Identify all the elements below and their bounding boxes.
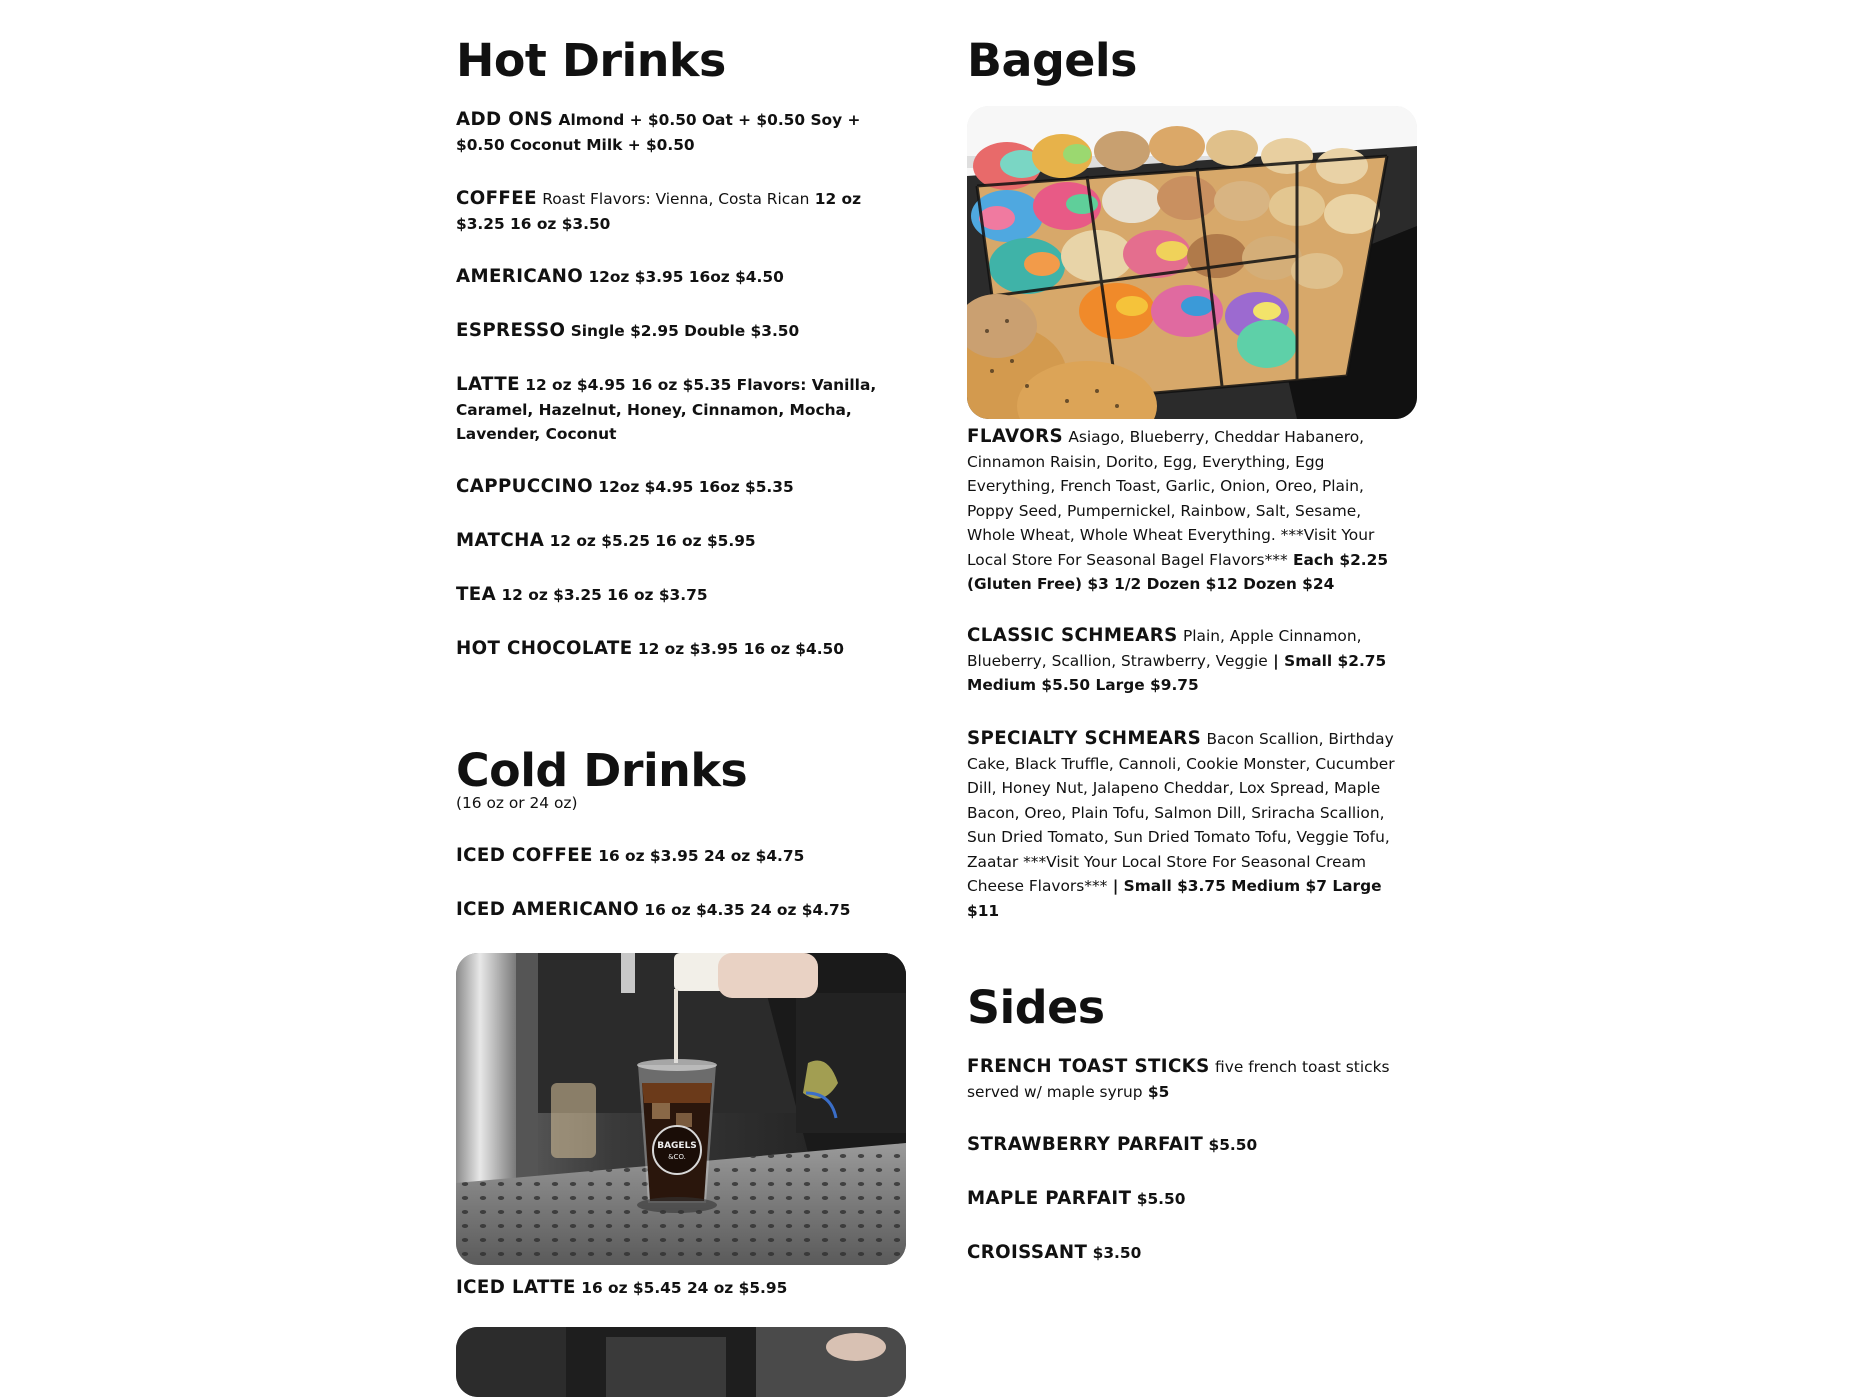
menu-item-iced-coffee [456,844,804,869]
item-name: COFFEE [456,188,537,209]
item-name: CAPPUCCINO [456,476,593,497]
iced-coffee-photo-illustration [456,953,906,1265]
menu-item-iced-americano [456,898,850,923]
menu-item-bagel-flavors [967,425,1412,597]
item-name: SPECIALTY SCHMEARS [967,728,1202,749]
item-name: FRENCH TOAST STICKS [967,1056,1210,1077]
item-name: STRAWBERRY PARFAIT [967,1134,1204,1155]
item-price: | Small $3.75 Medium $7 Large $11 [967,877,1382,920]
item-price: | Small $2.75 Medium $5.50 Large $9.75 [967,651,1387,694]
item-name: TEA [456,584,497,605]
menu-item-specialty-schmears [967,727,1417,923]
item-price: $5.50 [1136,1190,1186,1208]
menu-item-hot-chocolate [456,637,844,662]
item-name: FLAVORS [967,426,1063,447]
menu-item-french-toast-sticks [967,1055,1407,1104]
item-name: ICED LATTE [456,1277,576,1298]
item-name: ICED COFFEE [456,845,593,866]
item-price: 12 oz $5.25 16 oz $5.95 [549,532,756,550]
item-name: LATTE [456,374,520,395]
item-name: ADD ONS [456,109,554,130]
item-name: HOT CHOCOLATE [456,638,633,659]
cold-drinks-subtitle: (16 oz or 24 oz) [456,794,578,812]
bagels-heading: Bagels [967,34,1137,87]
hot-drinks-heading: Hot Drinks [456,34,726,87]
sides-heading: Sides [967,981,1105,1034]
item-price: 16 oz $5.45 24 oz $5.95 [581,1279,788,1297]
menu-item-tea [456,583,708,608]
item-description: Plain, Apple Cinnamon, Blueberry, Scallion, Strawberry, Veggie [967,627,1362,670]
item-price: 12 oz $3.25 16 oz $3.50 [456,190,862,233]
item-price: 16 oz $4.35 24 oz $4.75 [644,901,851,919]
item-name: MAPLE PARFAIT [967,1188,1132,1209]
cup-logo-line1: BAGELS [657,1141,697,1151]
item-price: 12 oz $4.95 16 oz $5.35 Flavors: Vanilla, Caramel, Hazelnut, Honey, Cinnamon, Mocha, Lavender, Coconut [456,376,877,443]
item-price: 16 oz $3.95 24 oz $4.75 [598,847,805,865]
item-name: CROISSANT [967,1242,1088,1263]
item-description: five french toast sticks served w/ maple syrup [967,1058,1390,1101]
item-name: AMERICANO [456,266,584,287]
item-price: Almond + $0.50 Oat + $0.50 Soy + $0.50 Coconut Milk + $0.50 [456,111,861,154]
drink-photo-partial [456,1327,906,1397]
item-price: Each $2.25 (Gluten Free) $3 1/2 Dozen $12 Dozen $24 [967,550,1389,593]
menu-item-latte [456,373,906,447]
menu-item-add-ons [456,108,906,157]
menu-item-strawberry-parfait [967,1133,1257,1158]
item-description: Asiago, Blueberry, Cheddar Habanero, Cinnamon Raisin, Dorito, Egg, Everything, Egg Everything, French Toast, Garlic, Onion, Oreo, Plain, Poppy Seed, Pumpernickel, Rainbow, Salt, Sesame, Whole Wheat, Whole Wheat Everything. ***Visit Your Local Store For Seasonal Bagel Flavors*** [967,428,1375,569]
item-name: ICED AMERICANO [456,899,640,920]
menu-item-matcha [456,529,756,554]
item-description: Bacon Scallion, Birthday Cake, Black Truffle, Cannoli, Cookie Monster, Cucumber Dill, Honey Nut, Jalapeno Cheddar, Lox Spread, Maple Bacon, Oreo, Plain Tofu, Salmon Dill, Sriracha Scallion, Sun Dried Tomato, Sun Dried Tomato Tofu, Veggie Tofu, Zaatar ***Visit Your Local Store For Seasonal Cream Cheese Flavors*** [967,730,1395,895]
menu-item-iced-latte [456,1276,787,1301]
item-name: CLASSIC SCHMEARS [967,625,1178,646]
item-description: Roast Flavors: Vienna, Costa Rican [542,190,810,208]
item-name: MATCHA [456,530,545,551]
item-price: 12 oz $3.25 16 oz $3.75 [501,586,708,604]
drink-photo-partial-illustration [456,1327,906,1397]
item-price: 12oz $3.95 16oz $4.50 [588,268,784,286]
menu-item-croissant [967,1241,1141,1266]
menu-item-classic-schmears [967,624,1407,698]
item-price: $3.50 [1092,1244,1142,1262]
item-price: $5 [1147,1082,1170,1101]
menu-item-espresso [456,319,799,344]
iced-coffee-photo [456,953,906,1265]
menu-item-americano [456,265,784,290]
item-price: $5.50 [1208,1136,1258,1154]
cup-logo-line2: &CO. [668,1153,686,1161]
menu-item-coffee [456,187,886,236]
bagels-photo [967,106,1417,419]
item-name: ESPRESSO [456,320,566,341]
bagels-photo-illustration [967,106,1417,419]
cold-drinks-heading: Cold Drinks [456,744,748,797]
item-price: Single $2.95 Double $3.50 [570,322,800,340]
menu-item-cappuccino [456,475,794,500]
menu-item-maple-parfait [967,1187,1185,1212]
item-price: 12oz $4.95 16oz $5.35 [598,478,794,496]
item-price: 12 oz $3.95 16 oz $4.50 [637,640,844,658]
